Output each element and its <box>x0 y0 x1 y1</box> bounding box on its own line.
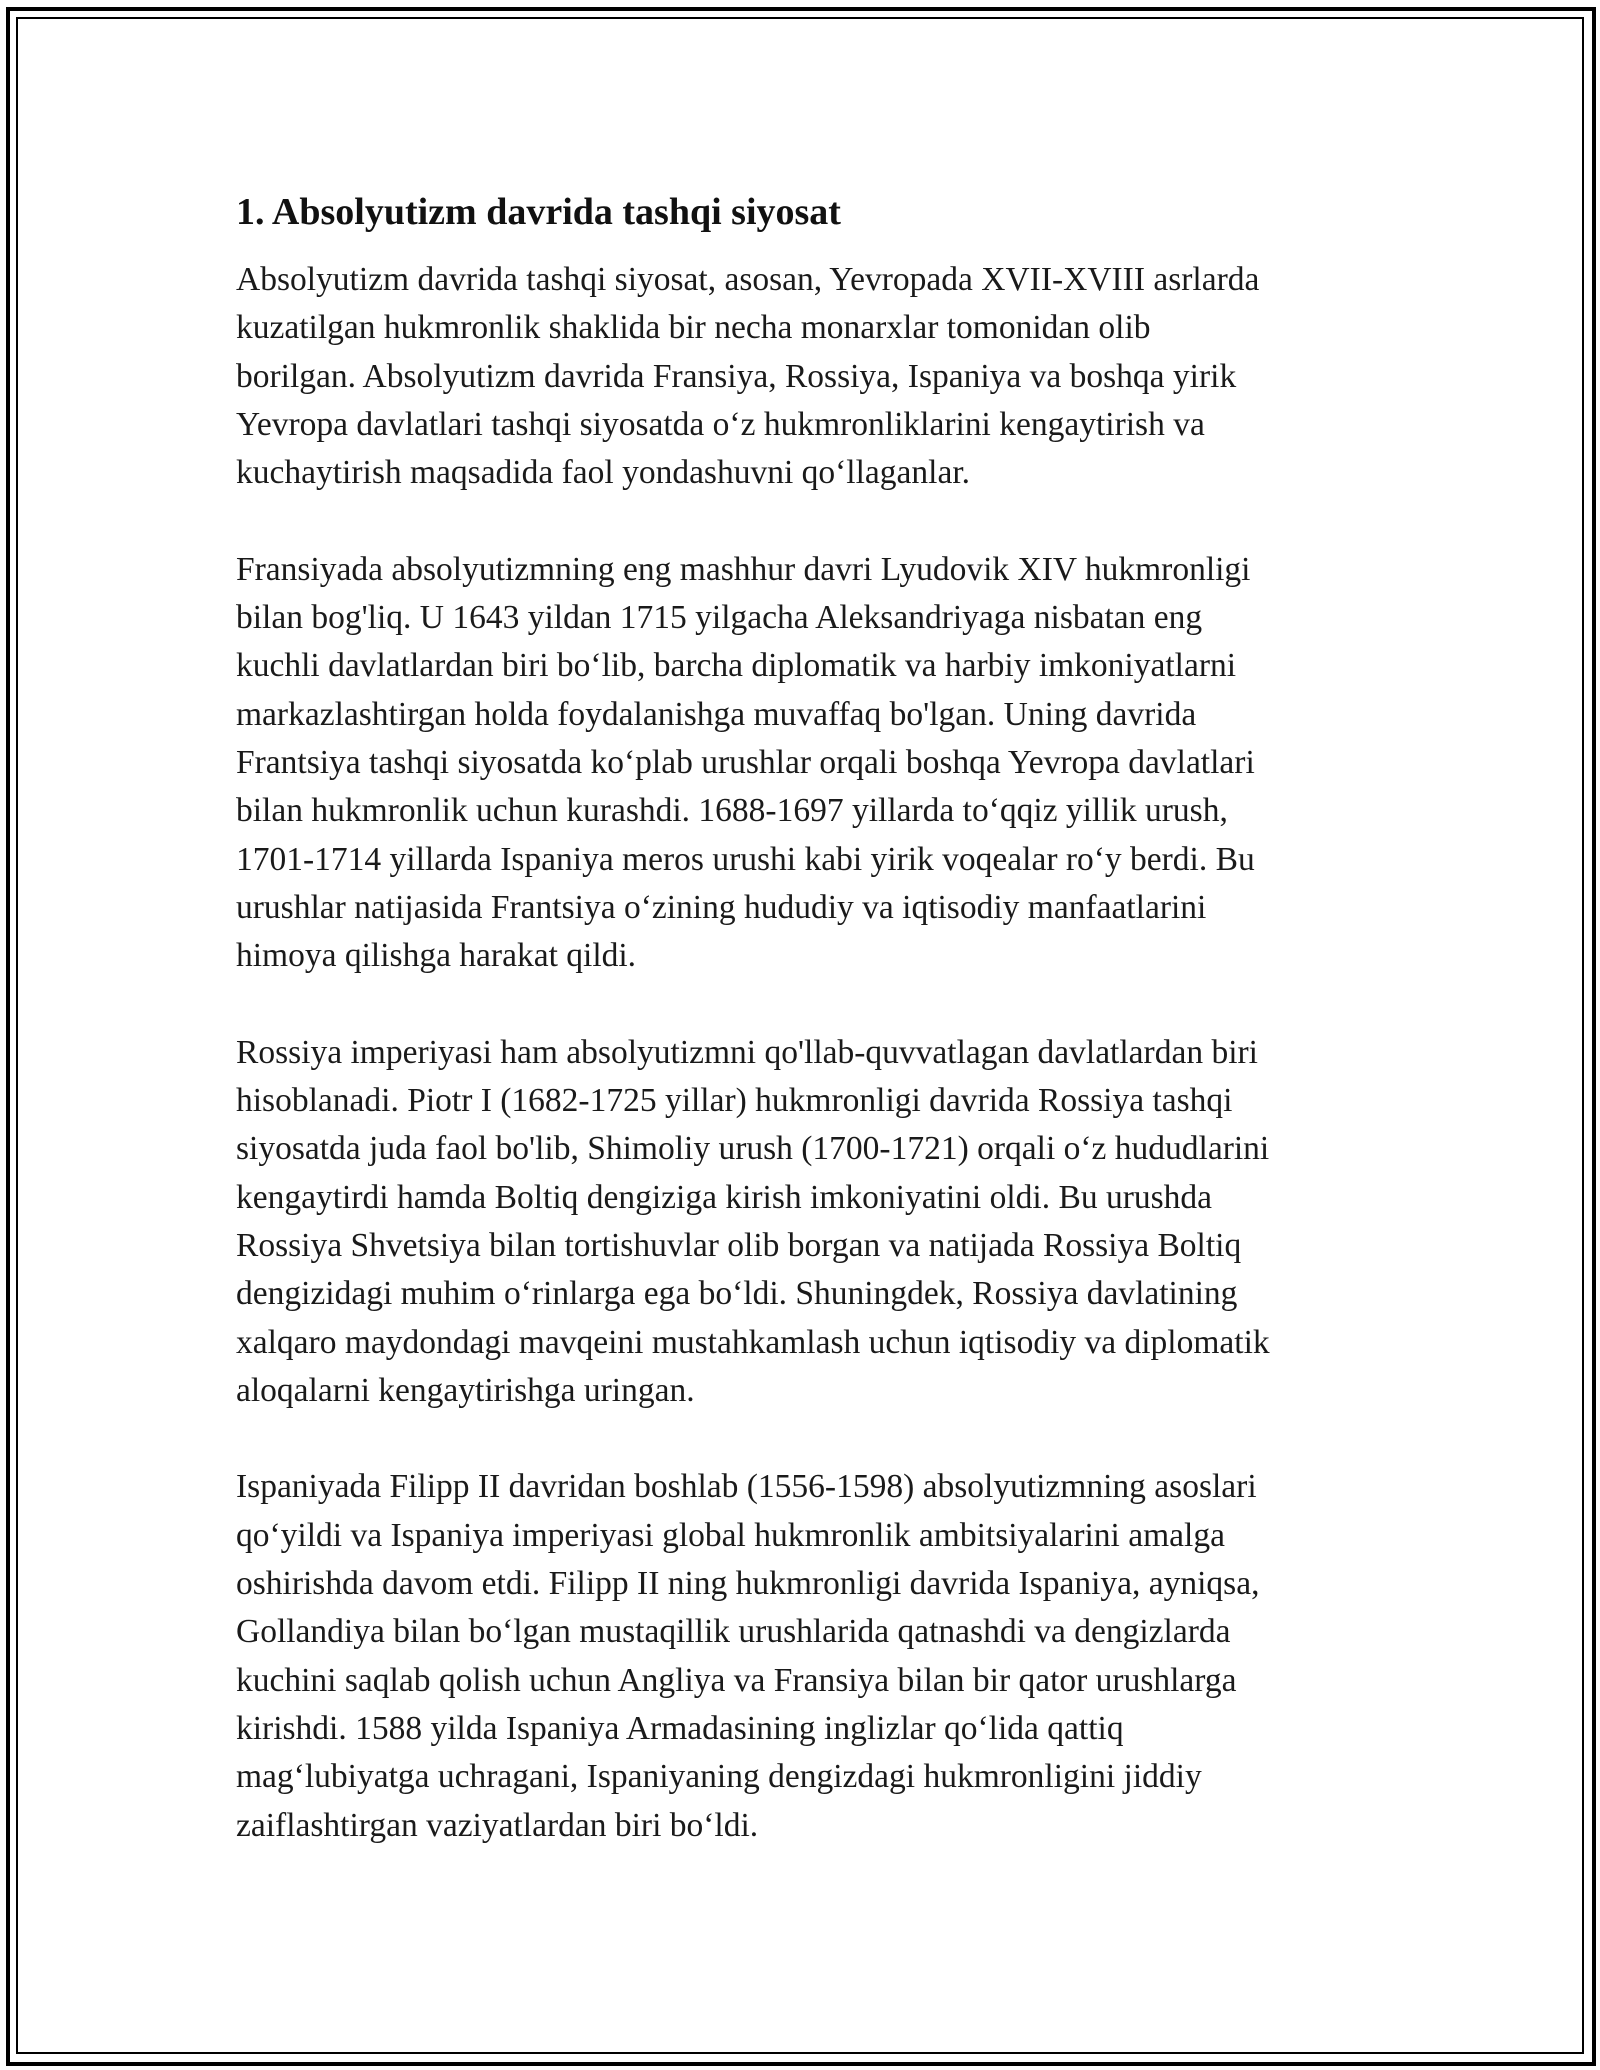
paragraph-line: zaiflashtirgan vaziyatlardan biri bo‘ldi. <box>236 1806 759 1844</box>
paragraph-line: himoya qilishga harakat qildi. <box>236 937 637 975</box>
paragraph-line: kuchini saqlab qolish uchun Angliya va Fransiya bilan bir qator urushlarga <box>236 1661 1237 1699</box>
paragraph-line: qo‘yildi va Ispaniya imperiyasi global hukmronlik ambitsiyalarini amalga <box>236 1516 1225 1554</box>
paragraph-line: markazlashtirgan holda foydalanishga muvaffaq bo'lgan. Uning davrida <box>236 695 1197 733</box>
section-heading: 1. Absolyutizm davrida tashqi siyosat <box>236 191 841 233</box>
paragraph-line: xalqaro maydondagi mavqeini mustahkamlash uchun iqtisodiy va diplomatik <box>236 1323 1270 1361</box>
paragraph-line: aloqalarni kengaytirishga uringan. <box>236 1371 695 1409</box>
paragraph-line: mag‘lubiyatga uchragani, Ispaniyaning dengizdagi hukmronligini jiddiy <box>236 1758 1202 1796</box>
paragraph-line: Frantsiya tashqi siyosatda ko‘plab urushlar orqali boshqa Yevropa davlatlari <box>236 743 1255 781</box>
paragraph-line: bilan hukmronlik uchun kurashdi. 1688-1697 yillarda to‘qqiz yillik urush, <box>236 792 1228 830</box>
paragraph-4 <box>236 1463 1386 1849</box>
paragraph-line: kuchli davlatlardan biri bo‘lib, barcha diplomatik va harbiy imkoniyatlarni <box>236 647 1237 685</box>
paragraph-line: siyosatda juda faol bo'lib, Shimoliy urush (1700-1721) orqali o‘z hududlarini <box>236 1130 1270 1168</box>
paragraph-line: dengizidagi muhim o‘rinlarga ega bo‘ldi. Shuningdek, Rossiya davlatining <box>236 1275 1238 1313</box>
paragraph-line: Absolyutizm davrida tashqi siyosat, asosan, Yevropada XVII-XVIII asrlarda <box>236 261 1260 298</box>
paragraph-line: Fransiyada absolyutizmning eng mashhur davri Lyudovik XIV hukmronligi <box>236 550 1251 588</box>
paragraph-line: Rossiya imperiyasi ham absolyutizmni qo'llab-quvvatlagan davlatlardan biri <box>236 1033 1258 1071</box>
paragraph-line: Yevropa davlatlari tashqi siyosatda o‘z hukmronliklarini kengaytirish va <box>236 405 1205 443</box>
paragraph-line: urushlar natijasida Frantsiya o‘zining hududiy va iqtisodiy manfaatlarini <box>236 888 1207 926</box>
paragraph-line: bilan bog'liq. U 1643 yildan 1715 yilgacha Aleksandriyaga nisbatan eng <box>236 599 1203 637</box>
paragraph-line: hisoblanadi. Piotr I (1682-1725 yillar) hukmronligi davrida Rossiya tashqi <box>236 1082 1233 1120</box>
paragraph-line: Rossiya Shvetsiya bilan tortishuvlar olib borgan va natijada Rossiya Boltiq <box>236 1226 1242 1264</box>
paragraph-line: kirishdi. 1588 yilda Ispaniya Armadasining inglizlar qo‘lida qattiq <box>236 1709 1124 1747</box>
paragraph-line: kuchaytirish maqsadida faol yondashuvni qo‘llaganlar. <box>236 454 971 492</box>
paragraph-line: 1701-1714 yillarda Ispaniya meros urushi kabi yirik voqealar ro‘y berdi. Bu <box>236 840 1255 878</box>
paragraph-2 <box>236 546 1386 981</box>
paragraph-line: kuzatilgan hukmronlik shaklida bir necha monarxlar tomonidan olib <box>236 309 1151 347</box>
paragraph-1 <box>236 256 1386 497</box>
paragraph-line: Ispaniyada Filipp II davridan boshlab (1556-1598) absolyutizmning asoslari <box>236 1468 1257 1506</box>
paragraph-line: oshirishda davom etdi. Filipp II ning hukmronligi davrida Ispaniya, ayniqsa, <box>236 1565 1260 1603</box>
paragraph-line: borilgan. Absolyutizm davrida Fransiya, Rossiya, Ispaniya va boshqa yirik <box>236 357 1237 395</box>
paragraph-3 <box>236 1029 1386 1415</box>
paragraph-line: kengaytirdi hamda Boltiq dengiziga kirish imkoniyatini oldi. Bu urushda <box>236 1178 1213 1216</box>
paragraph-line: Gollandiya bilan bo‘lgan mustaqillik urushlarida qatnashdi va dengizlarda <box>236 1613 1231 1651</box>
document-body <box>236 188 1386 1898</box>
